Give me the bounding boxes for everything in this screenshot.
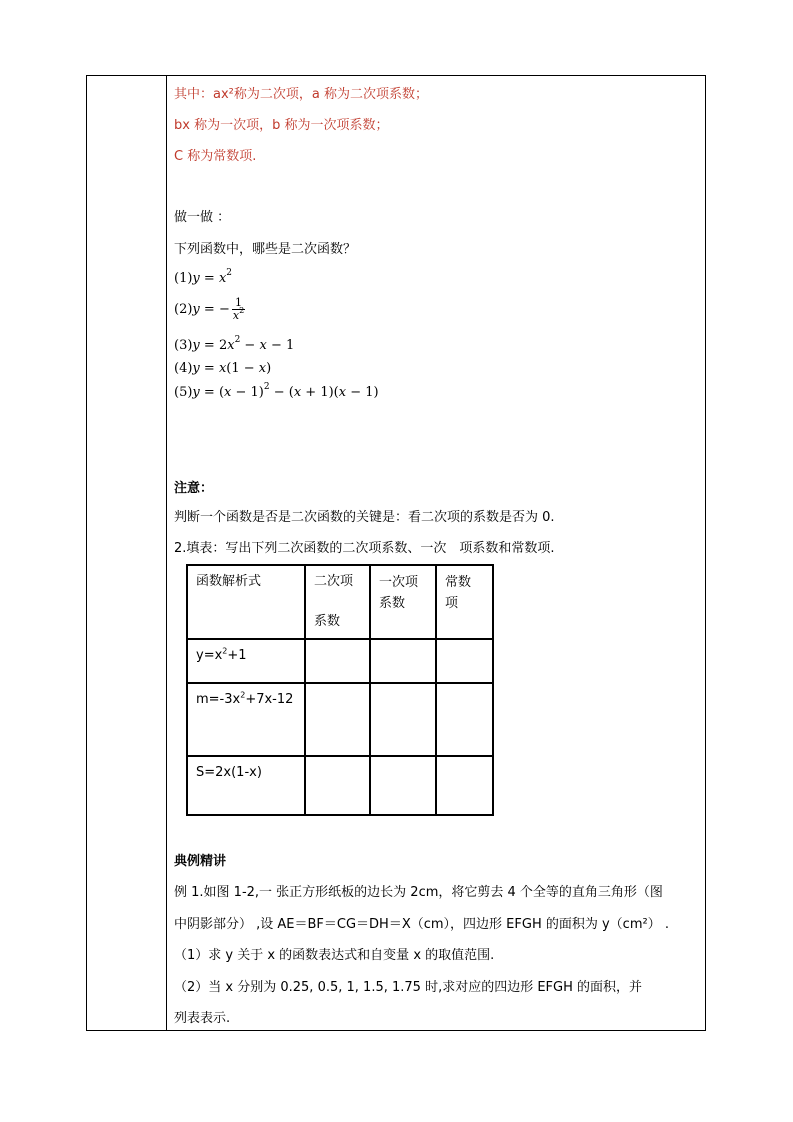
header-quadratic-coef: 二次项 系数 bbox=[305, 565, 370, 639]
note-text: 判断一个函数是否是二次函数的关键是：看二次项的系数是否为 0. bbox=[174, 510, 555, 525]
blank-cell[interactable] bbox=[436, 683, 493, 756]
blank-cell[interactable] bbox=[370, 683, 436, 756]
row-function-cell: $m=-3x^2+7x-12$ bbox=[187, 683, 305, 756]
blank-cell[interactable] bbox=[436, 639, 493, 683]
blank-cell[interactable] bbox=[305, 756, 370, 815]
item-number: (4) bbox=[174, 361, 193, 376]
table-header-row bbox=[187, 565, 493, 639]
example-line-1: 例 1.如图 1-2,一 张正方形纸板的边长为 2cm，将它剪去 4 个全等的直角三角形（图 bbox=[174, 885, 663, 900]
function-item-1: $(1)y = x^2$ bbox=[174, 267, 233, 286]
table-row bbox=[187, 639, 493, 683]
item-number: (5) bbox=[174, 385, 193, 400]
item-number: (2) bbox=[174, 302, 193, 317]
blank-cell[interactable] bbox=[305, 639, 370, 683]
row-function-cell: $y=x^2+1$ bbox=[187, 639, 305, 683]
example-line-4: （2）当 x 分别为 0.25, 0.5, 1, 1.5, 1.75 时,求对应的四边形 EFGH 的面积，并 bbox=[174, 980, 643, 995]
example-title: 典例精讲 bbox=[174, 854, 227, 869]
example-line-3: （1）求 y 关于 x 的函数表达式和自变量 x 的取值范围. bbox=[174, 948, 495, 963]
blank-cell[interactable] bbox=[370, 639, 436, 683]
column-divider bbox=[166, 75, 167, 1031]
header-linear-coef: 一次项系数 bbox=[370, 565, 436, 639]
definition-line-2: bx 称为一次项，b 称为一次项系数； bbox=[174, 118, 389, 133]
function-item-3: $(3)y = 2x^2 - x - 1$ bbox=[174, 334, 295, 353]
example-line-5: 列表表示. bbox=[174, 1011, 231, 1026]
table-row bbox=[187, 683, 493, 756]
header-constant: 常数项 bbox=[436, 565, 493, 639]
blank-cell[interactable] bbox=[305, 683, 370, 756]
row-function-cell: S=2x(1-x) bbox=[187, 756, 305, 815]
header-function: 函数解析式 bbox=[187, 565, 305, 639]
function-item-5: $(5)y = (x - 1)^2 - (x + 1)(x - 1)$ bbox=[174, 381, 379, 400]
coefficient-table bbox=[186, 564, 494, 816]
fill-table-instruction: 2.填表：写出下列二次函数的二次项系数、一次 项系数和常数项. bbox=[174, 541, 555, 556]
activity-title: 做一做 ： bbox=[174, 210, 231, 225]
example-line-2: 中阴影部分） ,设 AE＝BF＝CG＝DH＝X（cm），四边形 EFGH 的面积为 y（cm²） . bbox=[174, 917, 669, 932]
table-row bbox=[187, 756, 493, 815]
definition-line-3: C 称为常数项. bbox=[174, 149, 257, 164]
item-number: (3) bbox=[174, 338, 193, 353]
definition-line-1: 其中：ax²称为二次项，a 称为二次项系数； bbox=[174, 87, 428, 102]
note-title: 注意： bbox=[174, 481, 214, 496]
activity-question: 下列函数中，哪些是二次函数？ bbox=[174, 242, 357, 257]
item-number: (1) bbox=[174, 271, 193, 286]
blank-cell[interactable] bbox=[370, 756, 436, 815]
function-item-2: (2)y = − $\frac{1}{x^2}$ bbox=[174, 296, 245, 322]
function-item-4: (4)y = x(1 − x) bbox=[174, 361, 272, 376]
blank-cell[interactable] bbox=[436, 756, 493, 815]
